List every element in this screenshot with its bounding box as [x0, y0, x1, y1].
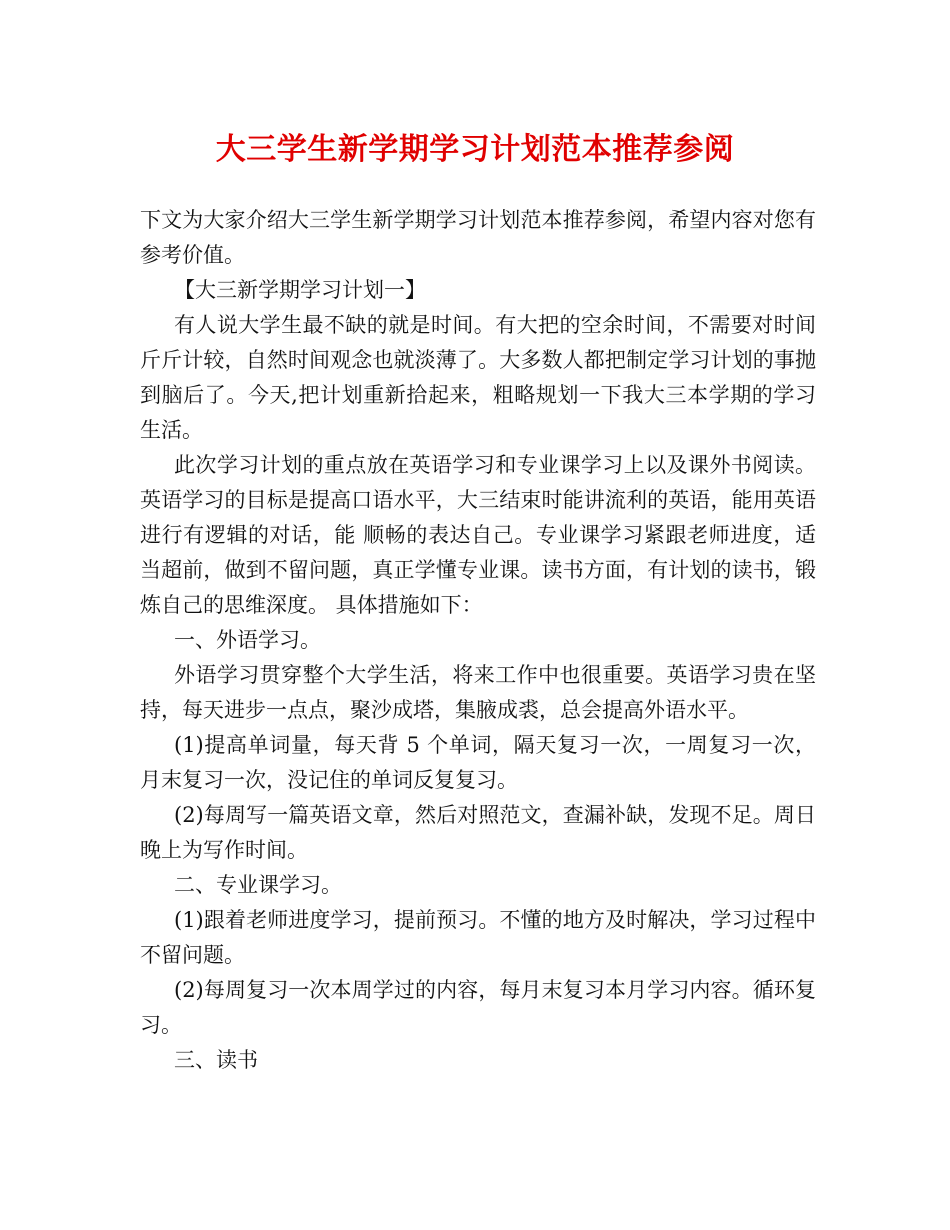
- list-item: (1)提高单词量，每天背 5 个单词，隔天复习一次，一周复习一次，月末复习一次，没记住的单词反复复习。: [140, 733, 816, 792]
- plan-one-heading: 【大三新学期学习计划一】: [174, 278, 426, 302]
- list-item: (2)每周写一篇英语文章，然后对照范文，查漏补缺，发现不足。周日晚上为写作时间。: [140, 803, 816, 862]
- section-heading-reading: 三、读书: [174, 1048, 258, 1072]
- body-paragraph: 外语学习贯穿整个大学生活，将来工作中也很重要。英语学习贵在坚持，每天进步一点点，聚沙成塔，集腋成裘，总会提高外语水平。: [140, 663, 816, 722]
- document-title: 大三学生新学期学习计划范本推荐参阅: [215, 132, 735, 167]
- section-heading-major-courses: 二、专业课学习。: [174, 873, 342, 897]
- list-item: (1)跟着老师进度学习，提前预习。不懂的地方及时解决，学习过程中不留问题。: [140, 908, 816, 967]
- body-paragraph: 此次学习计划的重点放在英语学习和专业课学习上以及课外书阅读。英语学习的目标是提高口语水平，大三结束时能讲流利的英语，能用英语进行有逻辑的对话，能 顺畅的表达自己。专业课学习紧跟老师进度，适当超前，做到不留问题，真正学懂专业课。读书方面，有计划的读书，锻炼自己的思维深度。 具体措施如下：: [140, 453, 816, 617]
- body-paragraph: 有人说大学生最不缺的就是时间。有大把的空余时间，不需要对时间斤斤计较，自然时间观念也就淡薄了。大多数人都把制定学习计划的事抛到脑后了。今天,把计划重新拾起来，粗略规划一下我大三本学期的学习生活。: [140, 313, 816, 442]
- document-body: [140, 203, 816, 1078]
- section-heading-foreign-language: 一、外语学习。: [174, 628, 321, 652]
- intro-paragraph: 下文为大家介绍大三学生新学期学习计划范本推荐参阅，希望内容对您有参考价值。: [140, 208, 816, 267]
- list-item: (2)每周复习一次本周学过的内容，每月末复习本月学习内容。循环复习。: [140, 978, 816, 1037]
